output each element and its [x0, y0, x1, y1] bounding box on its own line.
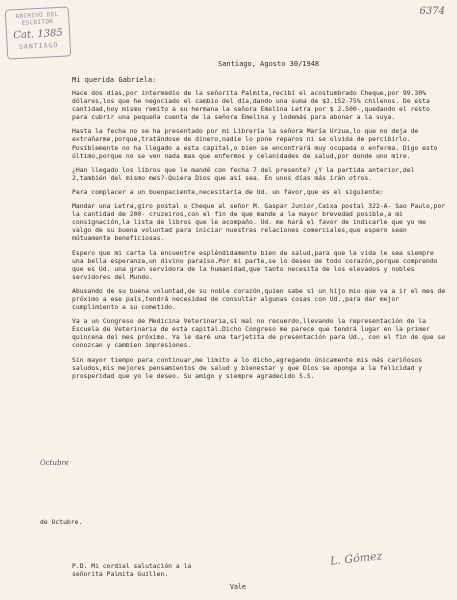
letter-salutation: Mi querida Gabriela:: [72, 76, 157, 84]
stamp-top-text: ARCHIVO DEL ESCRITOR: [15, 10, 59, 27]
postscript-line-2: señorita Palmita Guillen.: [72, 570, 169, 579]
stamp-city: SANTIAGO: [18, 40, 59, 52]
closing-word: Vale: [230, 583, 246, 591]
paragraph-9: Sin mayor tiempo para continuar,me limito a lo dicho,agregando únicamente mis más cariñosos saludos,mis mejores pensamientos de salud y bienestar y que Dios se oponga a la felicidad y prosperidad que yo le deseo. Su amigo y siempre agradecido S.S.: [72, 355, 423, 380]
letter-body: [72, 89, 447, 386]
typed-margin-insert: de Octubre.: [40, 518, 83, 526]
paragraph-8: Va a un Congreso de Medicina Veterinaria,si mal no recuerdo,llevando la representación de la Escuela de Veterinaria de esta capital.Dicho Congreso me parece que tendrá lugar en la primer quincena del mes próximo. Ya le daré una tarjetita de presentación para Ud., con el fin de que se conozcan y cambien impresiones.: [72, 317, 446, 350]
archive-stamp: [5, 6, 72, 59]
handwritten-signature: L. Gómez: [329, 549, 383, 568]
letter-date: Santiago, Agosto 30/1948: [218, 60, 320, 68]
archive-number: 6374: [419, 6, 445, 17]
paragraph-6: Espero que mi carta la encuentre espléndidamente bien de salud,para que la vida le sea siempre una bella esperanza,un divino paraíso.Por mi parte,se lo deseo de todo corazón,porque comprendo que es Ud. una gran servidora de la humanidad,que tanto necesita de los elevados y nobles servidores del Mundo.: [72, 248, 438, 281]
paragraph-5: Mandar una Letra,giro postal o Cheque al señor M. Gaspar Junior,Caixa postal 322-A- Sao Paulo,por la cantidad de 200- cruzeiros,con el fin de que mande a la mayor brevedad posible,a mi consignación,la lista de libros que le acompaño. Ud. me hará el favor de indicarle que yo me valgo de su buena voluntad para iniciar nuestras relaciones comerciales,que espero sean mútuamente beneficiosas.: [72, 202, 446, 243]
paragraph-4: Para complacer a un buenpaciente,necesitaría de Ud. un favor,que es el siguiente:: [72, 187, 384, 196]
postscript-line-1: P.D. Mi cordial salutación a la: [72, 562, 192, 570]
stamp-catalog-number: Cat. 1385: [13, 27, 64, 42]
paragraph-2: Hasta la fecha no se ha presentado por mi Librería la señora María Urzua,lo que no deja de extrañarme,porque,tratándose de dinero,nadie lo pone reparos ni se olvida de percibirlo. Posiblemente no ha llegado a esta capital,o bien se encontrará muy ocupada o enferma. Digo esto último,porque no se ven nada mas que enfermos y celanidades de salud,por donde uno mire.: [72, 127, 438, 160]
paragraph-1: Hace dos días,por intermedio de la señorita Palmita,recibí el acostumbrado Cheque,por 99.30% dólares,los que he negociado el cambio del día,dando una suma de $3.152-75% chilenos. De esta cantidad,hoy mismo remito a su hermana la señora Emelina Letra por $ 2.500-,quedando el resto para cubrir una pequeña cuenta de la señora Emelina y lodemás para abonar a la suya.: [72, 89, 430, 122]
handwritten-margin-note: Octubre: [40, 459, 69, 467]
paragraph-3: ¿Han llegado los libros que le mandé con fecha 7 del presente? ¿Y la partida anterior,del 2,también del mismo mes?-Quiera Dios que así sea. En unos días más irán otros.: [72, 165, 415, 182]
paragraph-7: Abusando de su buena voluntad,de su noble corazón,quien sabe si un hijo mio que va a ir el mes de próximo a ese país,tendrá necesidad de consultar algunas cosas con Ud.,para dar mejor cumplimiento a su cometido.: [72, 286, 446, 312]
postscript: [72, 562, 191, 578]
